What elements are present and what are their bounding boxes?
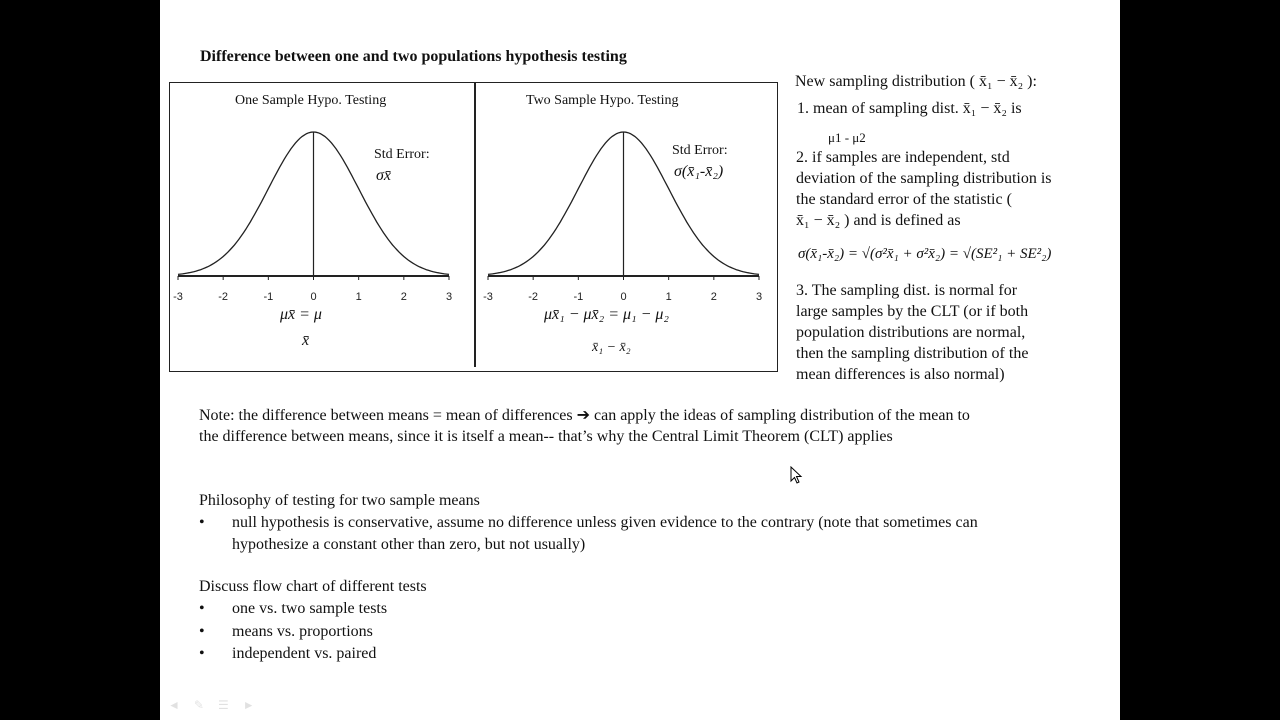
slide bbox=[160, 0, 1120, 720]
flowchart-bullet: • independent vs. paired bbox=[199, 643, 205, 665]
tick-label: 3 bbox=[445, 291, 453, 303]
right-x-label: x̄₁ − x̄₂ bbox=[592, 340, 631, 355]
tick-label: 0 bbox=[620, 291, 627, 303]
line: Note: the difference between means = mean of differences ➔ can apply the ideas of sampling distribution of the mean to bbox=[199, 407, 970, 424]
tick-label: -3 bbox=[483, 291, 493, 303]
left-std-error-symbol: σx̄ bbox=[376, 167, 391, 184]
bullet-text: independent vs. paired bbox=[232, 645, 377, 662]
tick-label: 0 bbox=[310, 291, 317, 303]
flowchart-heading: Discuss flow chart of different tests bbox=[199, 578, 427, 595]
line: x̄₁ − x̄₂ ) and is defined as bbox=[796, 212, 961, 229]
slide-title: Difference between one and two populations hypothesis testing bbox=[200, 48, 627, 65]
line: large samples by the CLT (or if both bbox=[796, 303, 1029, 320]
flowchart-bullet: • one vs. two sample tests bbox=[199, 598, 205, 620]
right-panel-title: Two Sample Hypo. Testing bbox=[526, 93, 679, 108]
next-icon[interactable]: ► bbox=[242, 698, 255, 712]
tick-label: -3 bbox=[173, 291, 183, 303]
mouse-cursor-icon bbox=[790, 466, 804, 486]
line: then the sampling distribution of the bbox=[796, 345, 1029, 362]
line: the difference between means, since it is itself a mean-- that’s why the Central Limit Theorem (CLT) applies bbox=[199, 428, 893, 445]
right-item-2 bbox=[796, 147, 1052, 231]
previous-icon[interactable]: ◄ bbox=[168, 698, 180, 712]
right-std-error-symbol: σ(x̄₁-x̄₂) bbox=[674, 163, 724, 180]
line: mean differences is also normal) bbox=[796, 366, 1005, 383]
right-heading: New sampling distribution ( x̄₁ − x̄₂ ): bbox=[795, 73, 1037, 90]
right-item-1-value: μ1 - μ2 bbox=[828, 130, 866, 145]
flowchart-bullet: • means vs. proportions bbox=[199, 621, 205, 643]
philosophy-bullet: • null hypothesis is conservative, assume no difference unless given evidence to the contrary (note that sometimes can hypothesize a constant other than zero, but not usually) bbox=[199, 512, 1099, 556]
tick-label: -1 bbox=[573, 291, 584, 303]
line: population distributions are normal, bbox=[796, 324, 1026, 341]
philosophy-heading: Philosophy of testing for two sample means bbox=[199, 492, 480, 509]
right-std-error-label: Std Error: bbox=[672, 143, 728, 158]
tick-label: -2 bbox=[528, 291, 539, 303]
line: deviation of the sampling distribution is bbox=[796, 170, 1052, 187]
std-error-formula: σ(x̄₁-x̄₂) = √(σ²x̄₁ + σ²x̄₂) = √(SE²₁ + SE²₂) bbox=[798, 246, 1052, 262]
tick-label: 1 bbox=[355, 291, 362, 303]
menu-icon[interactable]: ☰ bbox=[217, 698, 229, 712]
line: 3. The sampling dist. is normal for bbox=[796, 282, 1018, 299]
bullet-text: means vs. proportions bbox=[232, 623, 373, 640]
line: hypothesize a constant other than zero, but not usually) bbox=[232, 536, 586, 553]
left-mean-formula: μx̄ = μ bbox=[280, 306, 322, 323]
slideshow-controls bbox=[168, 698, 255, 713]
line: the standard error of the statistic ( bbox=[796, 191, 1012, 208]
bullet-text: one vs. two sample tests bbox=[232, 600, 388, 617]
right-item-1: 1. mean of sampling dist. x̄₁ − x̄₂ is bbox=[797, 100, 1022, 117]
tick-label: -2 bbox=[218, 291, 229, 303]
tick-label: 1 bbox=[665, 291, 672, 303]
tick-label: 2 bbox=[710, 291, 717, 303]
line: null hypothesis is conservative, assume no difference unless given evidence to the contrary (note that sometimes can bbox=[232, 514, 978, 531]
left-x-label: x̄ bbox=[302, 332, 310, 349]
right-mean-formula: μx̄₁ − μx̄₂ = μ₁ − μ₂ bbox=[544, 306, 669, 323]
tick-label: -1 bbox=[263, 291, 274, 303]
tick-label: 2 bbox=[400, 291, 407, 303]
left-panel-title: One Sample Hypo. Testing bbox=[235, 93, 387, 108]
line: 2. if samples are independent, std bbox=[796, 149, 1010, 166]
left-std-error-label: Std Error: bbox=[374, 147, 430, 162]
note bbox=[199, 405, 970, 447]
right-item-3 bbox=[796, 280, 1028, 385]
tick-label: 3 bbox=[755, 291, 763, 303]
normal-curves bbox=[160, 0, 800, 320]
pen-icon[interactable]: ✎ bbox=[193, 698, 204, 712]
